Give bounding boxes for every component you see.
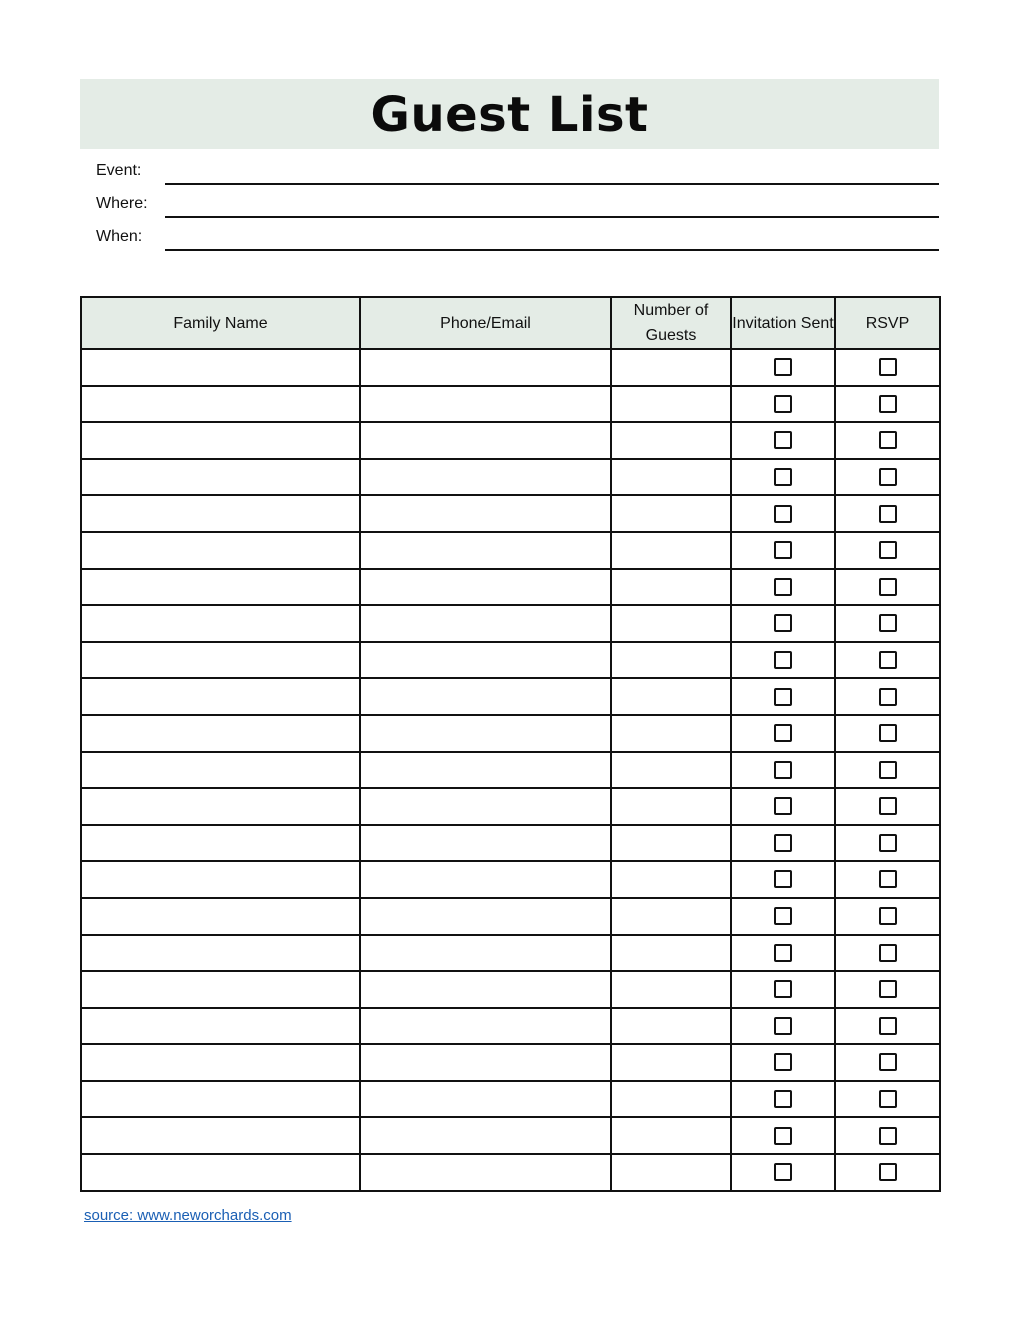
phone-email-cell[interactable]	[360, 678, 611, 715]
table-row	[81, 1154, 940, 1191]
number-of-guests-cell[interactable]	[611, 386, 731, 423]
invitation-sent-cell[interactable]	[731, 1081, 835, 1118]
family-name-cell[interactable]	[81, 422, 360, 459]
rsvp-checkbox[interactable]	[879, 1017, 897, 1035]
rsvp-cell[interactable]	[835, 788, 940, 825]
invitation-sent-checkbox[interactable]	[774, 834, 792, 852]
rsvp-checkbox[interactable]	[879, 395, 897, 413]
table-row	[81, 752, 940, 789]
rsvp-cell[interactable]	[835, 569, 940, 606]
rsvp-cell[interactable]	[835, 642, 940, 679]
invitation-sent-checkbox[interactable]	[774, 870, 792, 888]
invitation-sent-cell[interactable]	[731, 532, 835, 569]
invitation-sent-checkbox[interactable]	[774, 980, 792, 998]
invitation-sent-cell[interactable]	[731, 1008, 835, 1045]
event-field[interactable]	[96, 162, 939, 192]
rsvp-cell[interactable]	[835, 1008, 940, 1045]
table-row	[81, 1008, 940, 1045]
invitation-sent-checkbox[interactable]	[774, 468, 792, 486]
invitation-sent-checkbox[interactable]	[774, 431, 792, 449]
phone-email-cell[interactable]	[360, 495, 611, 532]
invitation-sent-cell[interactable]	[731, 495, 835, 532]
guest-rows	[81, 349, 940, 1191]
family-name-cell[interactable]	[81, 532, 360, 569]
invitation-sent-cell[interactable]	[731, 642, 835, 679]
number-of-guests-cell[interactable]	[611, 898, 731, 935]
number-of-guests-cell[interactable]	[611, 422, 731, 459]
phone-email-cell[interactable]	[360, 569, 611, 606]
phone-email-cell[interactable]	[360, 971, 611, 1008]
table-row	[81, 1044, 940, 1081]
invitation-sent-cell[interactable]	[731, 349, 835, 386]
phone-email-cell[interactable]	[360, 898, 611, 935]
invitation-sent-checkbox[interactable]	[774, 578, 792, 596]
table-row	[81, 1081, 940, 1118]
number-of-guests-cell[interactable]	[611, 642, 731, 679]
phone-email-cell[interactable]	[360, 752, 611, 789]
number-of-guests-cell[interactable]	[611, 715, 731, 752]
family-name-cell[interactable]	[81, 459, 360, 496]
number-of-guests-cell[interactable]	[611, 825, 731, 862]
table-row	[81, 422, 940, 459]
rsvp-checkbox[interactable]	[879, 688, 897, 706]
rsvp-cell[interactable]	[835, 1154, 940, 1191]
rsvp-checkbox[interactable]	[879, 1053, 897, 1071]
invitation-sent-cell[interactable]	[731, 935, 835, 972]
invitation-sent-cell[interactable]	[731, 569, 835, 606]
invitation-sent-cell[interactable]	[731, 386, 835, 423]
header-phone-email: Phone/Email	[360, 297, 611, 349]
family-name-cell[interactable]	[81, 935, 360, 972]
number-of-guests-cell[interactable]	[611, 935, 731, 972]
number-of-guests-cell[interactable]	[611, 1081, 731, 1118]
phone-email-cell[interactable]	[360, 386, 611, 423]
number-of-guests-cell[interactable]	[611, 861, 731, 898]
rsvp-checkbox[interactable]	[879, 944, 897, 962]
table-row	[81, 715, 940, 752]
phone-email-cell[interactable]	[360, 605, 611, 642]
invitation-sent-cell[interactable]	[731, 861, 835, 898]
invitation-sent-cell[interactable]	[731, 1117, 835, 1154]
invitation-sent-cell[interactable]	[731, 971, 835, 1008]
family-name-cell[interactable]	[81, 569, 360, 606]
phone-email-cell[interactable]	[360, 1117, 611, 1154]
invitation-sent-checkbox[interactable]	[774, 724, 792, 742]
phone-email-cell[interactable]	[360, 935, 611, 972]
family-name-cell[interactable]	[81, 1117, 360, 1154]
rsvp-checkbox[interactable]	[879, 358, 897, 376]
family-name-cell[interactable]	[81, 349, 360, 386]
title-band	[80, 79, 939, 149]
invitation-sent-cell[interactable]	[731, 459, 835, 496]
family-name-cell[interactable]	[81, 825, 360, 862]
guest-table	[80, 296, 941, 1192]
number-of-guests-cell[interactable]	[611, 678, 731, 715]
when-input-line[interactable]	[165, 249, 939, 251]
invitation-sent-checkbox[interactable]	[774, 651, 792, 669]
phone-email-cell[interactable]	[360, 1044, 611, 1081]
rsvp-cell[interactable]	[835, 495, 940, 532]
number-of-guests-cell[interactable]	[611, 1154, 731, 1191]
when-field[interactable]	[96, 228, 939, 258]
rsvp-checkbox[interactable]	[879, 614, 897, 632]
table-header-row	[81, 297, 940, 349]
rsvp-checkbox[interactable]	[879, 1163, 897, 1181]
invitation-sent-cell[interactable]	[731, 422, 835, 459]
rsvp-cell[interactable]	[835, 715, 940, 752]
table-row	[81, 788, 940, 825]
invitation-sent-cell[interactable]	[731, 715, 835, 752]
invitation-sent-cell[interactable]	[731, 1154, 835, 1191]
rsvp-cell[interactable]	[835, 422, 940, 459]
number-of-guests-cell[interactable]	[611, 788, 731, 825]
family-name-cell[interactable]	[81, 971, 360, 1008]
invitation-sent-checkbox[interactable]	[774, 1090, 792, 1108]
rsvp-checkbox[interactable]	[879, 761, 897, 779]
table-row	[81, 532, 940, 569]
table-row	[81, 825, 940, 862]
number-of-guests-cell[interactable]	[611, 1044, 731, 1081]
table-row	[81, 459, 940, 496]
rsvp-cell[interactable]	[835, 605, 940, 642]
invitation-sent-checkbox[interactable]	[774, 614, 792, 632]
number-of-guests-cell[interactable]	[611, 349, 731, 386]
page-title: Guest List	[370, 87, 649, 143]
rsvp-checkbox[interactable]	[879, 907, 897, 925]
invitation-sent-cell[interactable]	[731, 605, 835, 642]
family-name-cell[interactable]	[81, 495, 360, 532]
rsvp-cell[interactable]	[835, 752, 940, 789]
phone-email-cell[interactable]	[360, 349, 611, 386]
rsvp-checkbox[interactable]	[879, 834, 897, 852]
phone-email-cell[interactable]	[360, 422, 611, 459]
phone-email-cell[interactable]	[360, 861, 611, 898]
rsvp-checkbox[interactable]	[879, 1090, 897, 1108]
phone-email-cell[interactable]	[360, 715, 611, 752]
family-name-cell[interactable]	[81, 715, 360, 752]
invitation-sent-cell[interactable]	[731, 788, 835, 825]
rsvp-cell[interactable]	[835, 1117, 940, 1154]
table-row	[81, 861, 940, 898]
event-label: Event:	[96, 162, 142, 179]
invitation-sent-checkbox[interactable]	[774, 358, 792, 376]
rsvp-checkbox[interactable]	[879, 578, 897, 596]
rsvp-checkbox[interactable]	[879, 724, 897, 742]
table-row	[81, 971, 940, 1008]
phone-email-cell[interactable]	[360, 788, 611, 825]
phone-email-cell[interactable]	[360, 825, 611, 862]
rsvp-cell[interactable]	[835, 678, 940, 715]
invitation-sent-checkbox[interactable]	[774, 541, 792, 559]
where-field[interactable]	[96, 195, 939, 225]
number-of-guests-cell[interactable]	[611, 569, 731, 606]
rsvp-checkbox[interactable]	[879, 431, 897, 449]
where-label: Where:	[96, 195, 148, 212]
table-row	[81, 1117, 940, 1154]
where-input-line[interactable]	[165, 216, 939, 218]
phone-email-cell[interactable]	[360, 459, 611, 496]
rsvp-checkbox[interactable]	[879, 1127, 897, 1145]
header-family-name: Family Name	[81, 297, 360, 349]
event-input-line[interactable]	[165, 183, 939, 185]
phone-email-cell[interactable]	[360, 1154, 611, 1191]
family-name-cell[interactable]	[81, 861, 360, 898]
rsvp-cell[interactable]	[835, 386, 940, 423]
rsvp-checkbox[interactable]	[879, 797, 897, 815]
when-label: When:	[96, 228, 143, 245]
invitation-sent-checkbox[interactable]	[774, 395, 792, 413]
header-invitation-sent: Invitation Sent	[731, 297, 835, 349]
family-name-cell[interactable]	[81, 642, 360, 679]
table-row	[81, 678, 940, 715]
table-row	[81, 495, 940, 532]
header-number-of-guests: Number of Guests	[611, 297, 731, 349]
invitation-sent-checkbox[interactable]	[774, 1017, 792, 1035]
table-row	[81, 349, 940, 386]
rsvp-cell[interactable]	[835, 1081, 940, 1118]
invitation-sent-checkbox[interactable]	[774, 797, 792, 815]
rsvp-checkbox[interactable]	[879, 468, 897, 486]
invitation-sent-checkbox[interactable]	[774, 1163, 792, 1181]
rsvp-cell[interactable]	[835, 349, 940, 386]
table-row	[81, 642, 940, 679]
number-of-guests-cell[interactable]	[611, 495, 731, 532]
invitation-sent-checkbox[interactable]	[774, 944, 792, 962]
family-name-cell[interactable]	[81, 605, 360, 642]
rsvp-cell[interactable]	[835, 1044, 940, 1081]
number-of-guests-cell[interactable]	[611, 1008, 731, 1045]
family-name-cell[interactable]	[81, 1008, 360, 1045]
rsvp-checkbox[interactable]	[879, 651, 897, 669]
invitation-sent-cell[interactable]	[731, 825, 835, 862]
table-row	[81, 386, 940, 423]
phone-email-cell[interactable]	[360, 532, 611, 569]
family-name-cell[interactable]	[81, 898, 360, 935]
phone-email-cell[interactable]	[360, 1008, 611, 1045]
invitation-sent-cell[interactable]	[731, 1044, 835, 1081]
invitation-sent-checkbox[interactable]	[774, 1053, 792, 1071]
family-name-cell[interactable]	[81, 386, 360, 423]
number-of-guests-cell[interactable]	[611, 752, 731, 789]
invitation-sent-cell[interactable]	[731, 678, 835, 715]
rsvp-checkbox[interactable]	[879, 505, 897, 523]
phone-email-cell[interactable]	[360, 642, 611, 679]
number-of-guests-cell[interactable]	[611, 605, 731, 642]
rsvp-cell[interactable]	[835, 935, 940, 972]
invitation-sent-checkbox[interactable]	[774, 505, 792, 523]
family-name-cell[interactable]	[81, 752, 360, 789]
invitation-sent-checkbox[interactable]	[774, 688, 792, 706]
family-name-cell[interactable]	[81, 1044, 360, 1081]
family-name-cell[interactable]	[81, 1081, 360, 1118]
invitation-sent-checkbox[interactable]	[774, 1127, 792, 1145]
rsvp-checkbox[interactable]	[879, 541, 897, 559]
rsvp-cell[interactable]	[835, 459, 940, 496]
header-rsvp: RSVP	[835, 297, 940, 349]
family-name-cell[interactable]	[81, 788, 360, 825]
number-of-guests-cell[interactable]	[611, 532, 731, 569]
rsvp-cell[interactable]	[835, 898, 940, 935]
table-row	[81, 935, 940, 972]
rsvp-checkbox[interactable]	[879, 870, 897, 888]
source-link[interactable]: source: www.neworchards.com	[84, 1207, 292, 1224]
invitation-sent-cell[interactable]	[731, 752, 835, 789]
number-of-guests-cell[interactable]	[611, 1117, 731, 1154]
rsvp-cell[interactable]	[835, 861, 940, 898]
family-name-cell[interactable]	[81, 1154, 360, 1191]
rsvp-cell[interactable]	[835, 825, 940, 862]
invitation-sent-checkbox[interactable]	[774, 907, 792, 925]
number-of-guests-cell[interactable]	[611, 971, 731, 1008]
rsvp-checkbox[interactable]	[879, 980, 897, 998]
table-row	[81, 605, 940, 642]
table-row	[81, 569, 940, 606]
number-of-guests-cell[interactable]	[611, 459, 731, 496]
rsvp-cell[interactable]	[835, 971, 940, 1008]
invitation-sent-cell[interactable]	[731, 898, 835, 935]
rsvp-cell[interactable]	[835, 532, 940, 569]
table-row	[81, 898, 940, 935]
phone-email-cell[interactable]	[360, 1081, 611, 1118]
invitation-sent-checkbox[interactable]	[774, 761, 792, 779]
family-name-cell[interactable]	[81, 678, 360, 715]
